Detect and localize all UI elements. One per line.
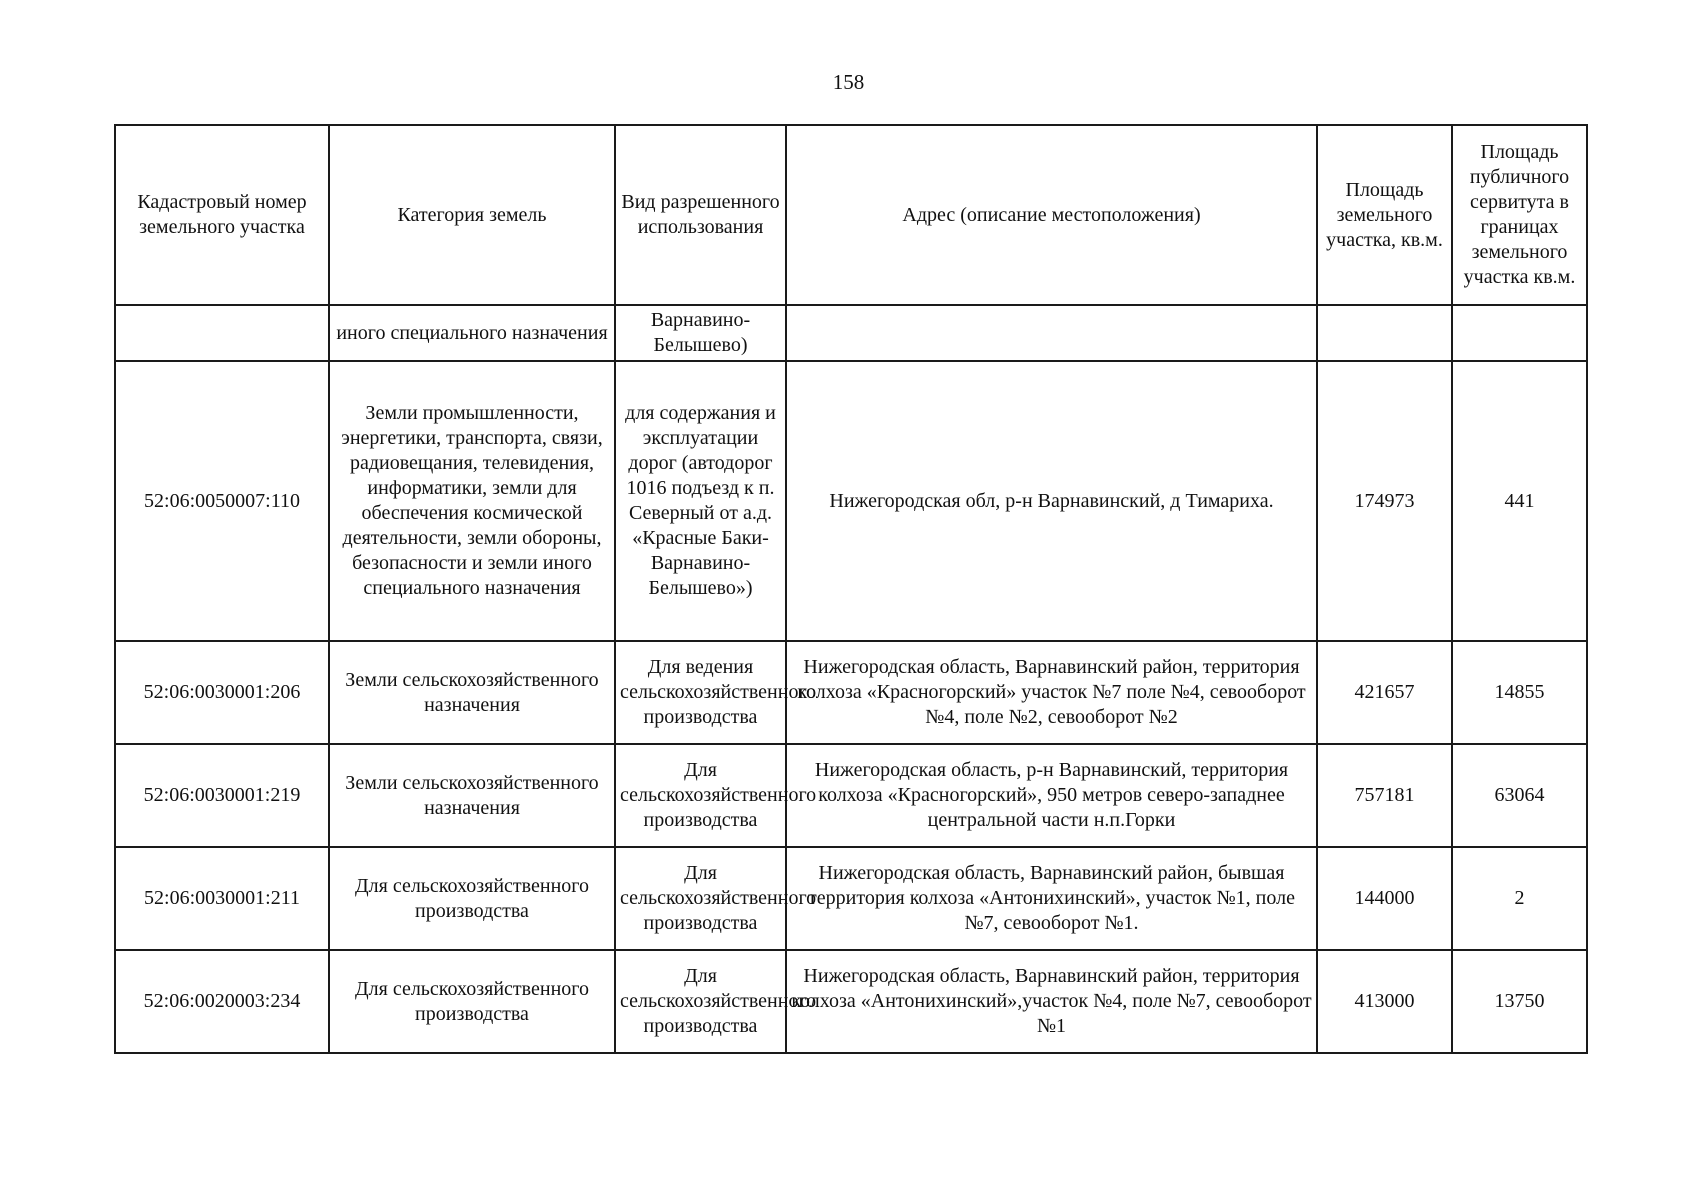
header-permitted-use: Вид разрешенного использования <box>615 125 786 305</box>
cell-cadastral-number: 52:06:0020003:234 <box>115 950 329 1053</box>
cell-address <box>786 305 1317 361</box>
header-address: Адрес (описание местоположения) <box>786 125 1317 305</box>
cell-land-category: Земли сельскохозяйственного назначения <box>329 744 615 847</box>
cell-address: Нижегородская область, Варнавинский район, территория колхоза «Красногорский» участок №7 поле №4, севооборот №4, поле №2, севооборот №2 <box>786 641 1317 744</box>
cell-servitude-area: 63064 <box>1452 744 1587 847</box>
cell-cadastral-number <box>115 305 329 361</box>
cell-plot-area: 174973 <box>1317 361 1452 641</box>
header-servitude-area: Площадь публичного сервитута в границах земельного участка кв.м. <box>1452 125 1587 305</box>
cell-plot-area: 757181 <box>1317 744 1452 847</box>
table-row <box>115 361 1587 641</box>
cell-land-category: Для сельскохозяйственного производства <box>329 950 615 1053</box>
header-plot-area: Площадь земельного участка, кв.м. <box>1317 125 1452 305</box>
cell-land-category: иного специального назначения <box>329 305 615 361</box>
table-row <box>115 847 1587 950</box>
header-land-category: Категория земель <box>329 125 615 305</box>
table-row <box>115 744 1587 847</box>
cell-cadastral-number: 52:06:0030001:219 <box>115 744 329 847</box>
cell-servitude-area <box>1452 305 1587 361</box>
table-header-row <box>115 125 1587 305</box>
page-number: 158 <box>832 70 865 94</box>
cell-land-category: Земли сельскохозяйственного назначения <box>329 641 615 744</box>
servitude-land-plots-table <box>114 124 1588 1054</box>
cell-cadastral-number: 52:06:0050007:110 <box>115 361 329 641</box>
cell-plot-area: 421657 <box>1317 641 1452 744</box>
table-row <box>115 641 1587 744</box>
cell-cadastral-number: 52:06:0030001:206 <box>115 641 329 744</box>
cell-plot-area: 144000 <box>1317 847 1452 950</box>
cell-permitted-use: Для сельскохозяйственного производства <box>615 744 786 847</box>
cell-permitted-use: Варнавино-Белышево) <box>615 305 786 361</box>
table-row <box>115 305 1587 361</box>
cell-address: Нижегородская область, р-н Варнавинский, территория колхоза «Красногорский», 950 метров северо-западнее центральной части н.п.Горки <box>786 744 1317 847</box>
cell-permitted-use: Для ведения сельскохозяйственного производства <box>615 641 786 744</box>
cell-plot-area <box>1317 305 1452 361</box>
cell-address: Нижегородская обл, р-н Варнавинский, д Тимариха. <box>786 361 1317 641</box>
cell-permitted-use: Для сельскохозяйственного производства <box>615 847 786 950</box>
cell-cadastral-number: 52:06:0030001:211 <box>115 847 329 950</box>
cell-plot-area: 413000 <box>1317 950 1452 1053</box>
header-cadastral-number: Кадастровый номер земельного участка <box>115 125 329 305</box>
cell-permitted-use: Для сельскохозяйственного производства <box>615 950 786 1053</box>
cell-servitude-area: 441 <box>1452 361 1587 641</box>
cell-land-category: Для сельскохозяйственного производства <box>329 847 615 950</box>
cell-servitude-area: 14855 <box>1452 641 1587 744</box>
cell-servitude-area: 13750 <box>1452 950 1587 1053</box>
cell-land-category: Земли промышленности, энергетики, транспорта, связи, радиовещания, телевидения, информатики, земли для обеспечения космической деятельности, земли обороны, безопасности и земли иного специального назначения <box>329 361 615 641</box>
cell-address: Нижегородская область, Варнавинский район, территория колхоза «Антонихинский»,участок №4, поле №7, севооборот №1 <box>786 950 1317 1053</box>
cell-servitude-area: 2 <box>1452 847 1587 950</box>
cell-address: Нижегородская область, Варнавинский район, бывшая территория колхоза «Антонихинский», участок №1, поле №7, севооборот №1. <box>786 847 1317 950</box>
table-row <box>115 950 1587 1053</box>
cell-permitted-use: для содержания и эксплуатации дорог (автодорог 1016 подъезд к п. Северный от а.д. «Красные Баки-Варнавино-Белышево») <box>615 361 786 641</box>
